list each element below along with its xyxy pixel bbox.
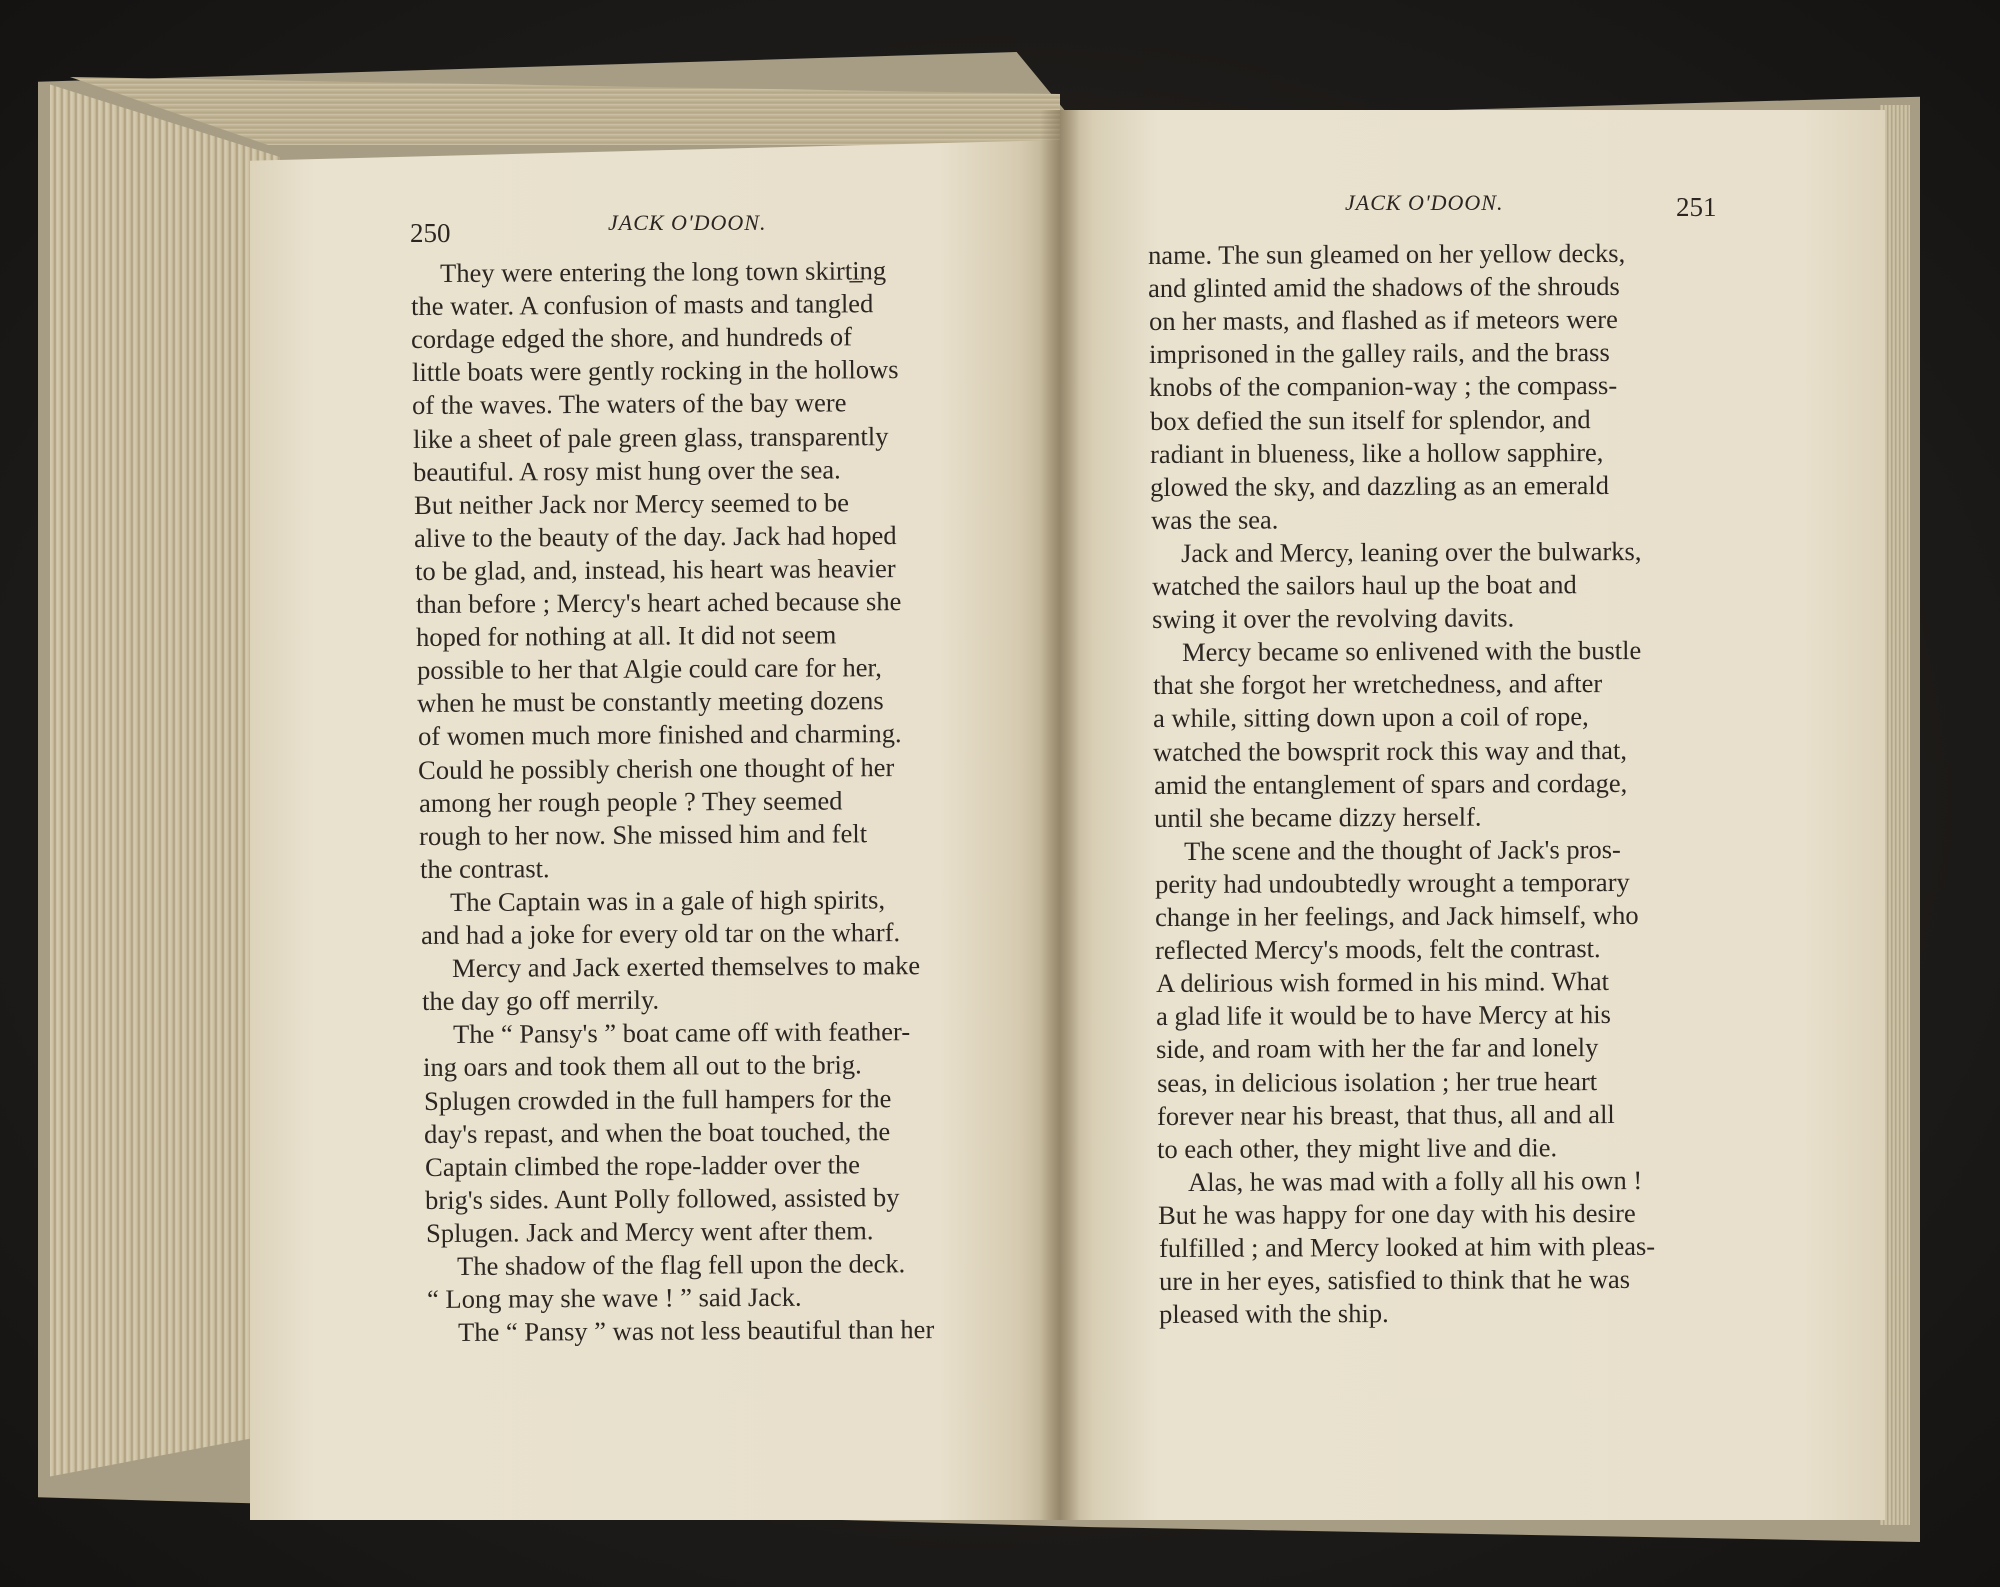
text-line: swing it over the revolving davits.	[1151, 602, 1515, 635]
text-line: “ Long may she wave ! ” said Jack.	[427, 1281, 802, 1315]
text-line: and glinted amid the shadows of the shrouds	[1148, 271, 1621, 304]
text-line: knobs of the companion-way ; the compass-	[1149, 370, 1618, 403]
text-line: Splugen crowded in the full hampers for the	[423, 1082, 892, 1116]
text-line: the contrast.	[419, 853, 550, 884]
text-line: to be glad, and, instead, his heart was heavier	[414, 552, 896, 586]
text-line: the water. A confusion of masts and tangled	[410, 288, 873, 322]
text-line: brig's sides. Aunt Polly followed, assisted by	[425, 1181, 900, 1215]
text-line: of the waves. The waters of the bay were	[412, 387, 847, 421]
text-line: The Captain was in a gale of high spirits,	[450, 884, 886, 917]
text-line: like a sheet of pale green glass, transparently	[412, 420, 889, 454]
text-line: day's repast, and when the boat touched, the	[424, 1115, 891, 1149]
text-line: the day go off merrily.	[422, 984, 660, 1017]
text-line: a glad life it would be to have Mercy at his	[1156, 999, 1611, 1032]
left-running-head: JACK O'DOON.	[608, 210, 767, 235]
text-line: amid the entanglement of spars and cordage,	[1153, 767, 1627, 800]
text-line: Jack and Mercy, leaning over the bulwarks,	[1181, 535, 1642, 568]
text-line: Mercy became so enlivened with the bustle	[1182, 635, 1642, 668]
text-line: box defied the sun itself for splendor, and	[1149, 403, 1591, 436]
text-line: reflected Mercy's moods, felt the contrast.	[1155, 933, 1602, 966]
text-line: perity had undoubtedly wrought a temporary	[1154, 866, 1630, 899]
text-line: seas, in delicious isolation ; her true heart	[1156, 1065, 1597, 1098]
text-line: side, and roam with her the far and lonely	[1156, 1032, 1599, 1065]
text-line: cordage edged the shore, and hundreds of	[411, 321, 853, 355]
text-line: Captain climbed the rope-ladder over the	[424, 1149, 860, 1182]
text-line: than before ; Mercy's heart ached because she	[415, 586, 901, 619]
text-line: a while, sitting down upon a coil of rope,	[1152, 701, 1589, 734]
text-line: little boats were gently rocking in the hollows	[411, 354, 899, 388]
text-line: But he was happy for one day with his desire	[1158, 1197, 1636, 1230]
text-line: glowed the sky, and dazzling as an emerald	[1150, 469, 1610, 502]
text-line: watched the sailors haul up the boat and	[1151, 569, 1577, 601]
text-line: The “ Pansy's ” boat came off with feather-	[452, 1016, 910, 1050]
book-gutter	[1040, 110, 1080, 1520]
text-line: pleased with the ship.	[1159, 1298, 1389, 1330]
text-line: name. The sun gleamed on her yellow decks,	[1148, 237, 1626, 270]
text-line: when he must be constantly meeting dozens	[417, 685, 884, 719]
text-line: Mercy and Jack exerted themselves to make	[451, 950, 920, 984]
left-page-number: 250	[410, 218, 451, 248]
text-line: among her rough people ? They seemed	[418, 785, 843, 818]
text-line: and had a joke for every old tar on the wharf.	[421, 917, 901, 950]
text-line: radiant in blueness, like a hollow sapphire,	[1150, 436, 1604, 469]
text-line: The shadow of the flag fell upon the deck.	[456, 1248, 905, 1281]
right-page-number: 251	[1676, 192, 1717, 222]
text-line: forever near his breast, that thus, all and all	[1157, 1098, 1615, 1131]
text-line: until she became dizzy herself.	[1153, 801, 1482, 833]
text-line: to each other, they might live and die.	[1157, 1131, 1558, 1164]
text-line: Alas, he was mad with a folly all his own !	[1187, 1164, 1643, 1197]
text-line: Splugen. Jack and Mercy went after them.	[425, 1215, 874, 1248]
text-line: imprisoned in the galley rails, and the brass	[1149, 337, 1610, 370]
text-line: fulfilled ; and Mercy looked at him with pleas-	[1158, 1230, 1655, 1263]
text-line: ing oars and took them all out to the brig.	[423, 1049, 863, 1083]
text-line: hoped for nothing at all. It did not seem	[416, 619, 837, 653]
text-line: The “ Pansy ” was not less beautiful than her	[457, 1314, 934, 1348]
text-line: They were entering the long town skirti̲ng	[440, 255, 887, 288]
text-line: watched the bowsprit rock this way and that,	[1153, 734, 1628, 767]
right-running-head: JACK O'DOON.	[1345, 190, 1504, 215]
page-edges-left	[50, 70, 280, 1520]
text-line: alive to the beauty of the day. Jack had hoped	[414, 519, 898, 553]
text-line: rough to her now. She missed him and felt	[419, 817, 868, 851]
text-line: of women much more finished and charming.	[417, 718, 902, 752]
text-line: Could he possibly cherish one thought of her	[418, 751, 895, 785]
text-line: A delirious wish formed in his mind. What	[1155, 966, 1609, 999]
text-line: change in her feelings, and Jack himself, who	[1155, 899, 1639, 932]
text-line: possible to her that Algie could care for her,	[416, 652, 882, 686]
text-line: But neither Jack nor Mercy seemed to be	[413, 487, 849, 520]
text-line: ure in her eyes, satisfied to think that he was	[1158, 1264, 1630, 1297]
text-line: was the sea.	[1150, 504, 1279, 535]
text-line: on her masts, and flashed as if meteors were	[1148, 304, 1618, 337]
text-line: The scene and the thought of Jack's pros-	[1184, 833, 1622, 866]
text-line: beautiful. A rosy mist hung over the sea.	[413, 453, 842, 487]
text-line: that she forgot her wretchedness, and after	[1152, 668, 1602, 701]
